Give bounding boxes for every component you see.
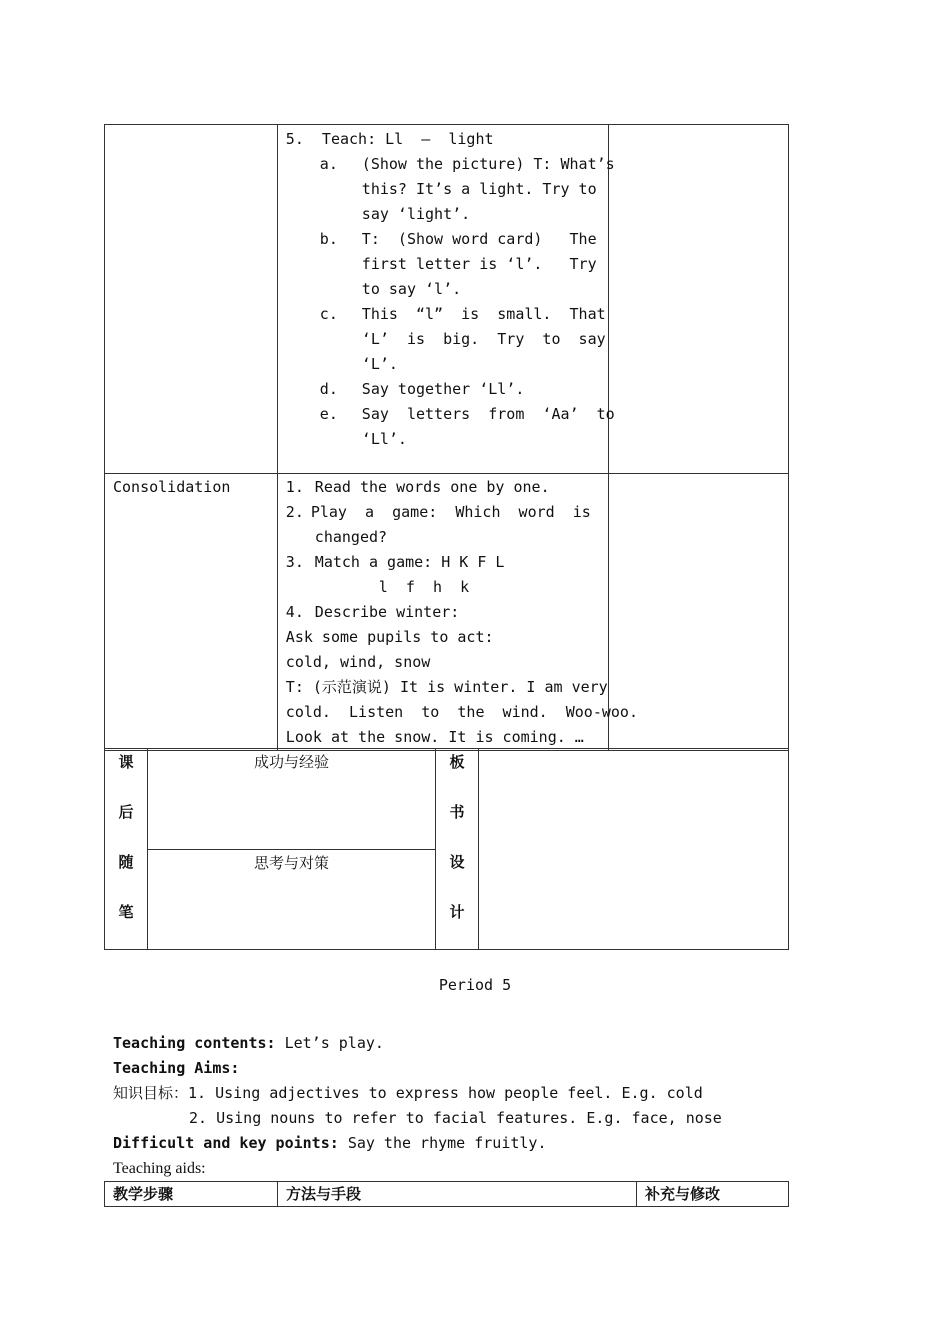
cons-num-1: 1.	[285, 478, 304, 496]
vchar-hou: 后	[118, 803, 134, 821]
teach-sub-line: ‘Ll’.	[361, 430, 407, 448]
teach-sub-line: to say ‘l’.	[361, 280, 462, 298]
lesson-table	[104, 124, 789, 751]
blackboard-design-area	[479, 749, 789, 950]
cons-num-4: 4.	[285, 603, 304, 621]
teach-sub-letter: b.	[319, 230, 338, 248]
contents-value: Let’s play.	[284, 1034, 384, 1052]
teach-sub-list	[286, 152, 615, 452]
teach-sub-item	[319, 302, 606, 377]
cons-line-1: Ask some pupils to act:	[285, 628, 494, 646]
vchar-shu: 书	[449, 803, 465, 821]
steps-col-3-label: 补充与修改	[645, 1185, 721, 1203]
aim-2: 2. Using nouns to refer to facial features. E.g. face, nose	[189, 1109, 722, 1127]
teach-item-5: 5. Teach: Ll – light	[285, 130, 494, 148]
vchar-she: 设	[449, 853, 465, 871]
knowledge-label: 知识目标：	[113, 1084, 189, 1102]
cons-item-1	[286, 475, 591, 500]
difficult-label: Difficult and key points:	[113, 1134, 339, 1152]
cons-item-2-cont: changed?	[314, 528, 388, 546]
method-cell	[277, 125, 615, 474]
steps-col-3	[637, 1182, 789, 1207]
teach-sub-item	[319, 402, 615, 452]
success-experience-box	[148, 749, 436, 850]
vchar-sui: 随	[118, 853, 134, 871]
teach-sub-item	[320, 377, 591, 402]
teach-sub-letter: d.	[319, 380, 338, 398]
success-experience-title: 成功与经验	[253, 753, 329, 771]
aim-1: 1. Using adjectives to express how people feel. E.g. cold	[188, 1084, 703, 1102]
teach-sub-item	[319, 227, 597, 302]
period-title: Period 5	[438, 976, 512, 994]
consolidation-label-cell	[105, 474, 278, 751]
steps-table	[104, 1181, 789, 1207]
teach-sub-line: say ‘light’.	[361, 205, 471, 223]
cons-item-2	[286, 500, 591, 525]
cons-text-4: Describe winter:	[314, 603, 460, 621]
vchar-ke: 课	[118, 753, 134, 771]
stage-cell	[105, 125, 278, 474]
consolidation-row	[105, 474, 789, 751]
consolidation-label: Consolidation	[113, 478, 231, 496]
blackboard-design-label	[436, 749, 479, 950]
reflection-box	[148, 849, 436, 950]
teach-sub-line: Say letters from ‘Aa’ to	[361, 405, 615, 423]
steps-col-2	[278, 1182, 637, 1207]
notes-cell	[608, 125, 788, 474]
teach-sub-line: This “l” is small. That	[361, 305, 606, 323]
teach-sub-line: first letter is ‘l’. Try	[361, 255, 597, 273]
cons-line-2: cold, wind, snow	[285, 653, 431, 671]
steps-col-2-label: 方法与手段	[286, 1185, 362, 1203]
steps-col-1-label: 教学步骤	[113, 1185, 174, 1203]
reflection-title: 思考与对策	[253, 853, 329, 872]
cons-line-3: T: (示范演说) It is winter. I am very	[285, 678, 608, 696]
cons-text-1: Read the words one by one.	[314, 478, 550, 496]
cons-line-5: Look at the snow. It is coming. …	[285, 728, 584, 746]
teach-sub-item	[319, 152, 615, 227]
teach-sub-line: T: (Show word card) The	[361, 230, 597, 248]
aids-label: Teaching aids:	[113, 1160, 206, 1177]
cons-item-3	[286, 550, 591, 575]
teach-sub-line: ‘L’.	[361, 355, 398, 373]
teach-sub-line: Say together ‘Ll’.	[361, 380, 525, 398]
vchar-bi: 笔	[118, 903, 134, 921]
teach-sub-line: this? It’s a light. Try to	[361, 180, 597, 198]
cons-text-3: Match a game: H K F L	[314, 553, 505, 571]
cons-num-2: 2.	[285, 503, 304, 521]
contents-label: Teaching contents:	[113, 1034, 276, 1052]
cons-line-4: cold. Listen to the wind. Woo-woo.	[285, 703, 638, 721]
after-class-notes-label	[105, 749, 148, 950]
difficult-value: Say the rhyme fruitly.	[347, 1134, 547, 1152]
cons-num-3: 3.	[285, 553, 304, 571]
vchar-ban: 板	[449, 753, 465, 771]
cons-item-3-cont: l f h k	[378, 578, 470, 596]
teach-sub-letter: a.	[319, 155, 338, 173]
teach-sub-letter: c.	[319, 305, 338, 323]
aims-label: Teaching Aims:	[113, 1059, 240, 1077]
teach-sub-line: ‘L’ is big. Try to say	[361, 330, 606, 348]
period-details	[113, 1031, 813, 1181]
cons-text-2: Play a game: Which word is	[310, 503, 591, 521]
steps-col-1	[105, 1182, 278, 1207]
teach-sub-letter: e.	[319, 405, 338, 423]
teach-row	[105, 125, 789, 474]
cons-item-4	[286, 600, 591, 625]
consolidation-method-cell	[277, 474, 638, 751]
teach-sub-line: (Show the picture) T: What’s	[361, 155, 615, 173]
notes-table	[104, 748, 789, 950]
vchar-ji: 计	[449, 903, 465, 921]
